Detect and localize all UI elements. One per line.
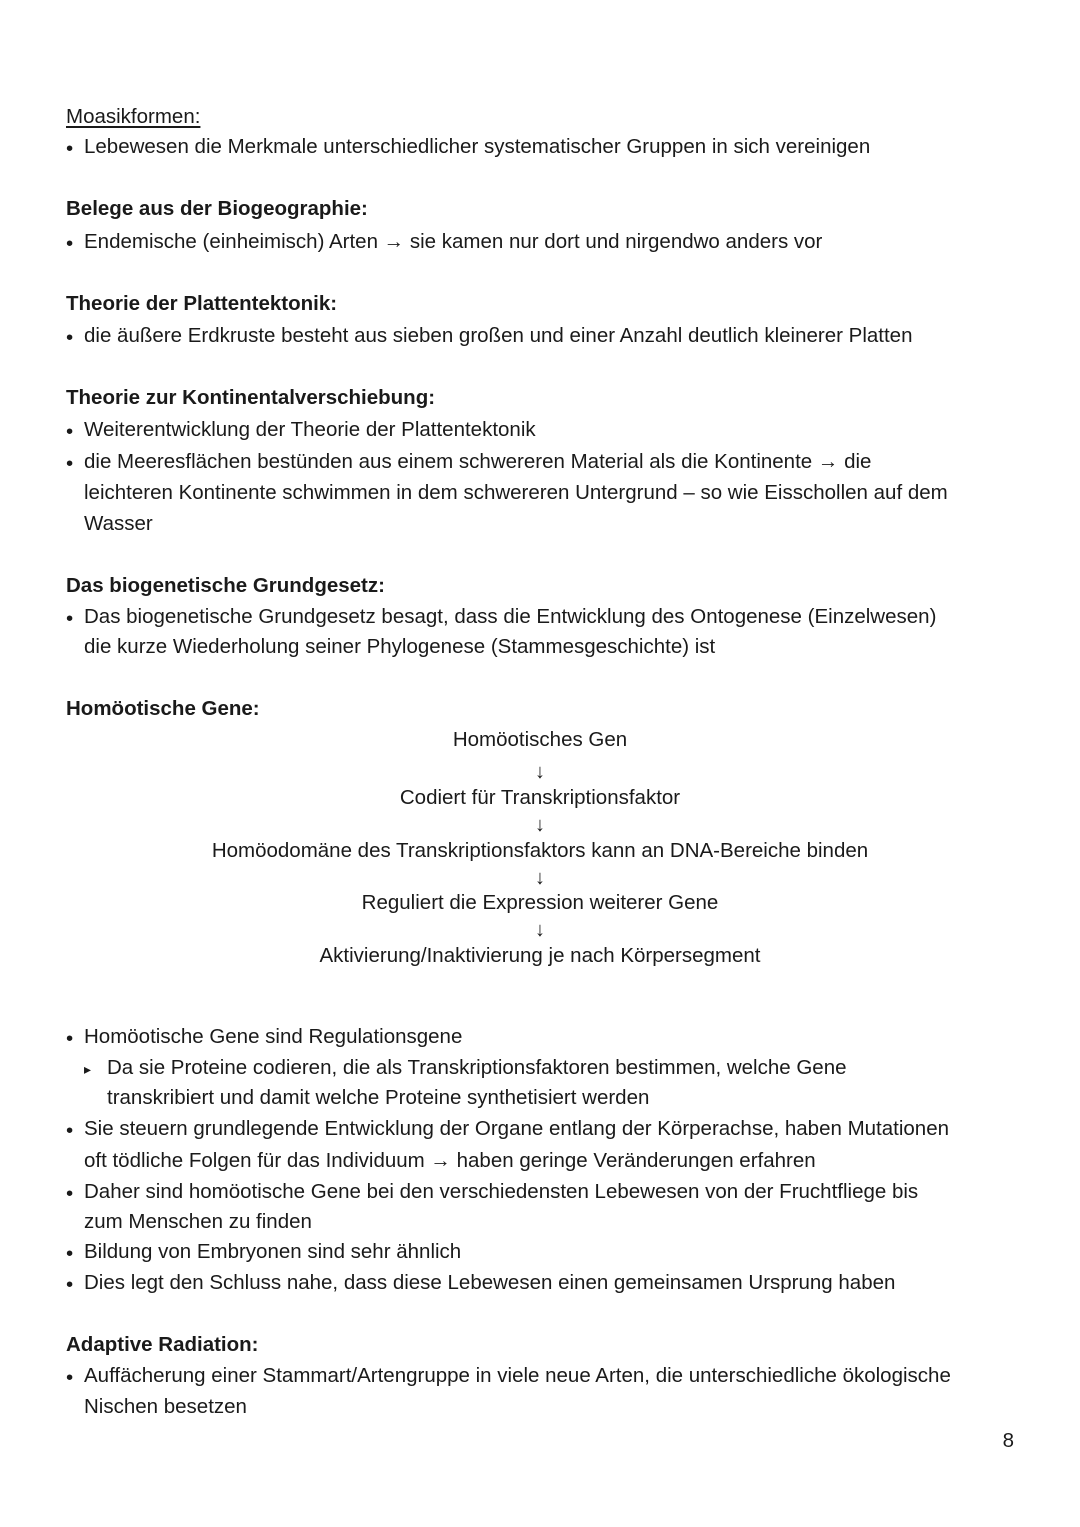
sub-bullet: ▸	[84, 1061, 92, 1077]
list-item-continuation: Nischen besetzen	[84, 1395, 247, 1418]
bullet: •	[66, 1273, 74, 1296]
list-item: Sie steuern grundlegende Entwicklung der Organe entlang der Körperachse, haben Mutationen	[84, 1117, 949, 1140]
bullet: •	[66, 607, 74, 630]
arrow-down-icon: ↓	[535, 761, 545, 783]
arrow-down-icon: ↓	[535, 867, 545, 889]
section-heading-biogeographie: Belege aus der Biogeographie:	[66, 197, 368, 220]
section-heading-plattentektonik: Theorie der Plattentektonik:	[66, 292, 338, 315]
list-item: Auffächerung einer Stammart/Artengruppe in viele neue Arten, die unterschiedliche ökologische	[84, 1364, 951, 1387]
section-heading-adaptive-radiation: Adaptive Radiation:	[66, 1333, 259, 1356]
list-item: Dies legt den Schluss nahe, dass diese Lebewesen einen gemeinsamen Ursprung haben	[84, 1271, 896, 1294]
list-item: die Meeresflächen bestünden aus einem schwereren Material als die Kontinente → die	[84, 450, 872, 473]
bullet: •	[66, 1119, 74, 1142]
list-item-continuation: leichteren Kontinente schwimmen in dem schwereren Untergrund – so wie Eisschollen auf dem	[84, 481, 948, 504]
bullet: •	[66, 420, 74, 443]
list-item: Endemische (einheimisch) Arten → sie kamen nur dort und nirgendwo anders vor	[84, 230, 823, 253]
flow-step: Aktivierung/Inaktivierung je nach Körpersegment	[319, 944, 761, 967]
bullet: •	[66, 1242, 74, 1265]
bullet: •	[66, 232, 74, 255]
flow-step: Homöotisches Gen	[452, 728, 628, 751]
list-item: Das biogenetische Grundgesetz besagt, dass die Entwicklung des Ontogenese (Einzelwesen)	[84, 605, 937, 628]
bullet: •	[66, 1182, 74, 1205]
list-item: die äußere Erdkruste besteht aus sieben großen und einer Anzahl deutlich kleinerer Platten	[84, 324, 913, 347]
arrow-down-icon: ↓	[535, 814, 545, 836]
bullet: •	[66, 452, 74, 475]
list-item-continuation: zum Menschen zu finden	[84, 1210, 312, 1233]
section-heading-homoeotische-gene: Homöotische Gene:	[66, 697, 260, 720]
list-item-continuation: die kurze Wiederholung seiner Phylogenese (Stammesgeschichte) ist	[84, 635, 716, 658]
list-item: Weiterentwicklung der Theorie der Plattentektonik	[84, 418, 536, 441]
bullet: •	[66, 137, 74, 160]
arrow-down-icon: ↓	[535, 919, 545, 941]
list-item-continuation: Wasser	[84, 512, 153, 535]
section-heading-grundgesetz: Das biogenetische Grundgesetz:	[66, 574, 385, 597]
list-item-continuation: oft tödliche Folgen für das Individuum → haben geringe Veränderungen erfahren	[84, 1149, 816, 1172]
sub-list-item-continuation: transkribiert und damit welche Proteine synthetisiert werden	[107, 1086, 650, 1109]
list-item: Daher sind homöotische Gene bei den verschiedensten Lebewesen von der Fruchtfliege bis	[84, 1180, 919, 1203]
section-heading-kontinentalverschiebung: Theorie zur Kontinentalverschiebung:	[66, 386, 436, 409]
bullet: •	[66, 1366, 74, 1389]
bullet: •	[66, 326, 74, 349]
flow-step: Homöodomäne des Transkriptionsfaktors kann an DNA-Bereiche binden	[211, 839, 869, 862]
bullet: •	[66, 1027, 74, 1050]
page-number: 8	[1002, 1429, 1014, 1452]
list-item: Bildung von Embryonen sind sehr ähnlich	[84, 1240, 462, 1263]
section-heading-mosaikformen: Moasikformen:	[66, 105, 201, 128]
list-item: Homöotische Gene sind Regulationsgene	[84, 1025, 463, 1048]
flow-step: Reguliert die Expression weiterer Gene	[361, 891, 719, 914]
sub-list-item: Da sie Proteine codieren, die als Transkriptionsfaktoren bestimmen, welche Gene	[107, 1056, 847, 1079]
flow-step: Codiert für Transkriptionsfaktor	[399, 786, 681, 809]
list-item: Lebewesen die Merkmale unterschiedlicher systematischer Gruppen in sich vereinigen	[84, 135, 871, 158]
